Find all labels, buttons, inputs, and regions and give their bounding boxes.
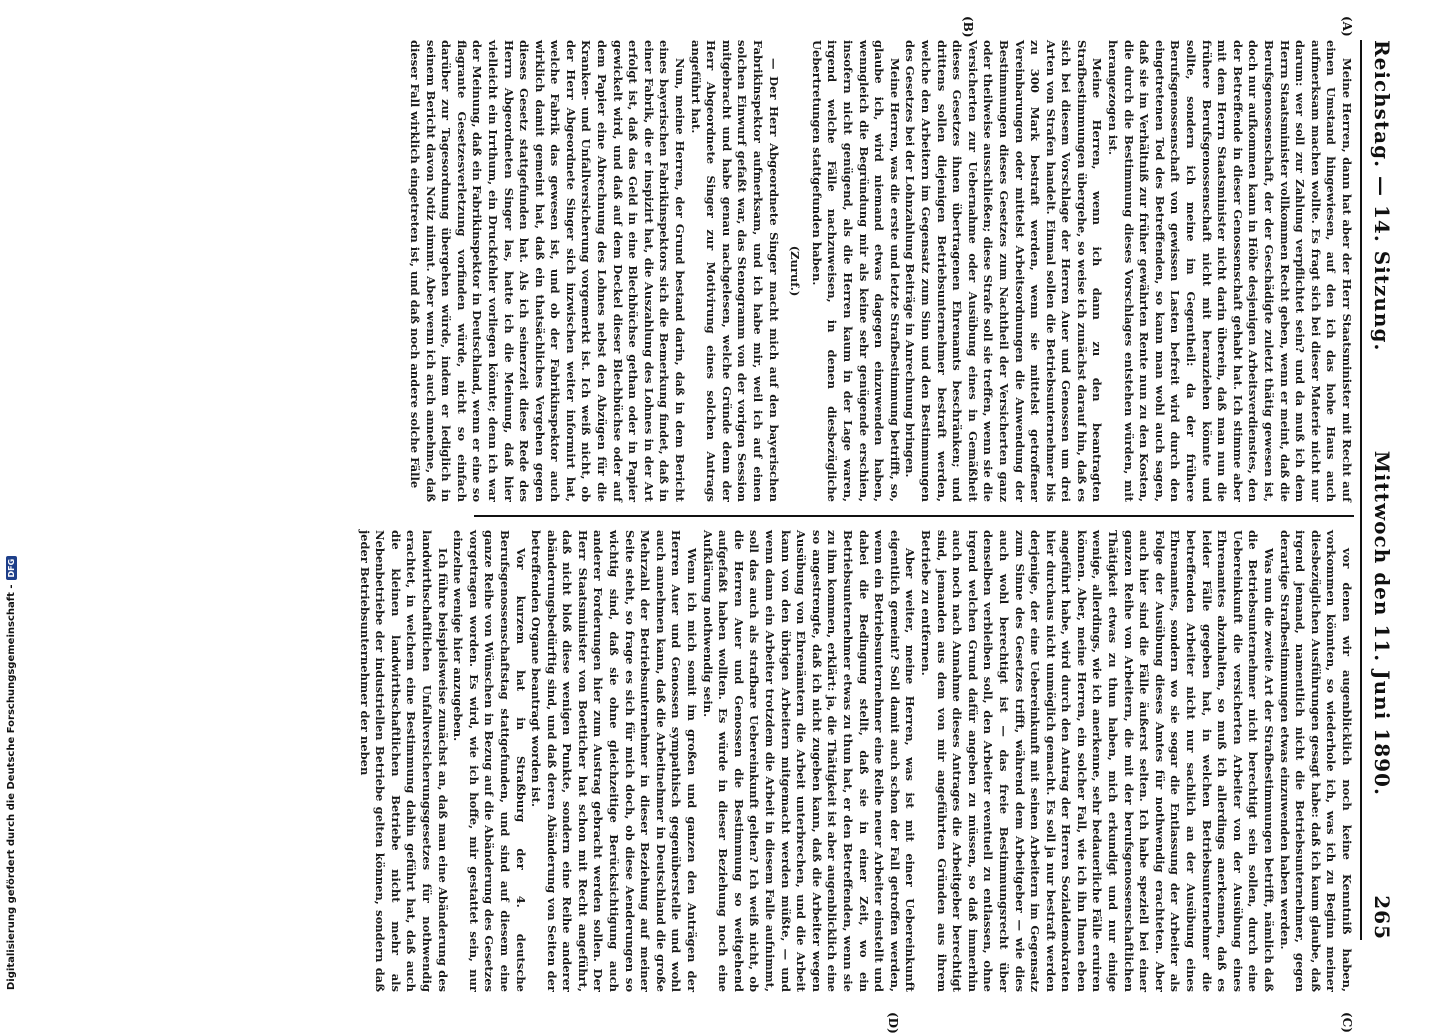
paragraph: Meine Herren, wenn ich dann zu den beantragten Strafbestimmungen übergehe, so weise ich zunächst darauf hin, daß es sich bei diesem Vorschlage der Herren Auer und Genossen um drei Arten von Strafen handelt. Einmal sollen die Betriebsunternehmer bis zu 300 Mark bestraft werden, wenn sie mittelst getroffener Vereinbarungen oder mittelst Arbeitsordnungen die Anwendung der Bestimmungen dieses Gesetzes zum Nachtheil der Versicherten ganz oder theilweise ausschließen; diese Strafe soll sie treffen, wenn sie die Versicherten zur Uebernahme oder Ausübung eines in Gemäßheit dieses Gesetzes ihnen übertragenen Ehrenamts beschränken; und drittens sollen diejenigen Betriebsunternehmer bestraft werden, welche den Arbeitern im Gegensatz zum Sinn und den Bestimmungen des Gesetzes bei der Lohnzahlung Beiträge in Anrechnung bringen. <box>903 40 1105 502</box>
column-divider <box>474 515 1354 517</box>
paragraph: Ich führe beispielsweise zunächst an, daß man eine Abänderung des landwirthschaftlichen Unfallversicherungsgesetzes für nothwendig erachtet, in welchem eine Bestimmung dahin geführt hat, daß auch die kleinen landwirthschaftlichen Betriebe nicht mehr als Nebenbetriebe der industriellen Betriebe gelten können, sondern daß jeder Betriebsunternehmer der neben <box>357 530 450 992</box>
footer-credit: Digitalisierung gefördert durch die Deutsche Forschungsgemeinschaft - <box>6 584 17 990</box>
interjection: (Zuruf.) <box>788 245 803 297</box>
paragraph: Aber weiter, meine Herren, was ist mit einer Uebereinkunft eigentlich gemeint? Soll damit auch schon der Fall getroffen werden, wenn ein Betriebsunternehmer eine Reihe neuer Arbeiter einstellt und dabei die Bedingung stellt, daß sie in einer Zeit, wo ein Betriebsunternehmer etwas zu thun hat, er den Betreffenden, wenn sie zu ihm kommen, erklärt: ja, die Thätigkeit ist aber augenblicklich eine so angestrengte, daß ich nicht zugeben kann, daß die Arbeiter wegen Ausübung von Ehrenämtern die Arbeit unterbrechen, und die Arbeit kann von den übrigen Arbeitern mitgemacht werden müßte, — und wenn dann ein Arbeiter trotzdem die Arbeit in diesem Falle aufnimmt, soll das auch als strafbare Uebereinkunft gelten? Ich weiß nicht, ob die Herren Auer und Genossen die Bestimmung so weitgehend aufgefaßt haben wollten. Es würde in dieser Beziehung noch eine Aufklärung nothwendig sein. <box>700 530 918 992</box>
margin-letter-a: (A) <box>1340 16 1354 37</box>
margin-letter-c: (C) <box>1340 1012 1354 1033</box>
header-date: Mittwoch den 11. Juni 1890. <box>1370 450 1394 796</box>
header-left: Reichstag. — 14. Sitzung. <box>1370 40 1394 352</box>
paragraph: Nun, meine Herren, der Grund bestand darin, daß in dem Bericht eines bayerischen Fabrikinspektors sich die Bemerkung findet, daß in einer Fabrik, die er inspizirt hat, die Auszahlung des Lohnes in der Art erfolgt ist, daß das Geld in eine Blechbüchse gethan oder in Papier gewickelt wird, und daß auf dem Deckel dieser Blechbüchse oder auf dem Papier eine Abrechnung des Lohnes nebst den Abzügen für die Kranken- und Unfallversicherung vorgemerkt ist. Ich weiß nicht, ob der Herr Abgeordnete Singer sich inzwischen weiter informirt hat, welche Fabrik das gewesen ist, und ob der Fabrikinspektor auch wirklich damit gemeint hat, daß ein thatsächliches Vergehen gegen dieses Gesetz stattgefunden hat. Als ich seinerzeit diese Rede des Herrn Abgeordneten Singer las, hatte ich die Meinung, daß hier vielleicht ein Irrthum, ein Druckfehler vorliegen könnte; denn ich war der Meinung, daß ein Fabrikinspektor in Deutschland, wenn er eine so flagrante Gesetzesverletzung vorfinden würde, nicht so einfach darüber zur Tagesordnung übergehen würde, indem er lediglich in seinem Bericht davon Notiz nimmt. Aber wenn ich auch annehme, daß dieser Fall wirklich eingetreten ist, und daß noch andere solche Fälle <box>407 40 688 502</box>
page-header <box>1364 40 1400 940</box>
margin-letter-b: (B) <box>961 16 975 38</box>
paragraph: Vor kurzem hat in Straßburg der 4. deutsche Berufsgenossenschaftstag stattgefunden, und sind auf diesem eine ganze Reihe von Wünschen in Bezug auf die Abänderung des Gesetzes vorgetragen worden. Es wird, wie ich hoffe, mir gestattet sein, nur einzelne wenige hier anzugeben. <box>451 530 528 992</box>
paragraph: Meine Herren, was die erste und letzte Strafbestimmung betrifft, so, glaube ich, wird niemand etwas dagegen einzuwenden haben, wenngleich die Begründung mir als keine sehr genügende erschien, insofern nicht genügend, als die Herren kaum in der Lage waren, irgend welche Fälle nachzuweisen, in denen diesbezügliche Uebertretungen stattgefunden haben. <box>809 40 902 502</box>
left-column <box>407 40 1354 502</box>
dfg-logo: DFG <box>6 556 17 581</box>
paragraph: vor denen wir augenblicklich noch keine Kenntniß haben, vorkommen könnten, so wiederhole ich, was ich zu Beginn meiner diesbezüglichen Ausführungen gesagt habe: daß ich kaum glaube, daß irgend jemand, namentlich nicht die Betriebsunternehmer, gegen derartige Strafbestimmungen etwas einzuwenden haben werden. <box>1277 530 1354 992</box>
paragraph: — Der Herr Abgeordnete Singer macht mich auf den bayerischen Fabrikinspektor aufmerksam, und ich habe mir, weil ich auf einen solchen Einwurf gefaßt war, das Stenogramm von der vorigen Session mitgebracht und habe genau nachgelesen, welche Gründe denn der Herr Abgeordnete Singer zur Motivirung eines solchen Antrags angeführt hat. <box>688 40 781 502</box>
footer <box>6 558 22 990</box>
margin-letter-d: (D) <box>886 1012 900 1034</box>
right-column <box>357 530 1354 992</box>
footer-text-row <box>6 558 17 990</box>
paragraph: Wenn ich mich somit im großen und ganzen den Anträgen der Herren Auer und Genossen sympathisch gegenüberstelle und wohl auch annehmen kann, daß die Arbeitnehmer in Deutschland die große Mehrzahl der Betriebsunternehmer in dieser Beziehung auf meiner Seite steht, so frage es sich für mich doch, ob diese Aenderungen so wichtig sind, daß sie ohne gleichzeitige Berücksichtigung auch anderer Forderungen hier zum Austrag gebracht werden sollen. Der Herr Staatsminister von Boetticher hat schon mit Recht angeführt, daß nicht bloß diese wenigen Punkte, sondern eine Reihe anderer abänderungsbedürftig sind, und daß deren Abänderung von Seiten der betreffenden Organe beantragt worden ist. <box>529 530 700 992</box>
header-rule <box>1360 40 1362 940</box>
rotated-page <box>40 10 1400 1034</box>
paragraph: Was nun die zweite Art der Strafbestimmungen betrifft, nämlich daß die Betriebsunternehmer nicht berechtigt sein sollen, durch eine Uebereinkunft die versicherten Arbeiter von der Ausübung eines Ehrenamtes abzuhalten, so muß ich allerdings anerkennen, daß es leider Fälle gegeben hat, in welchen Betriebsunternehmer die betreffenden Arbeiter nicht nur sachlich an der Ausübung eines Ehrenamtes, sondern wo sie sogar die Entlassung der Arbeiter als Folge der Ausübung dieses Amtes für nothwendig erachteten. Aber auch hier sind die Fälle äußerst selten. Ich habe speziell bei einer ganzen Reihe von Arbeitern, die mit der berufsgenossenschaftlichen Thätigkeit etwas zu thun haben, mich erkundigt und nur einige wenige, allerdings, wie ich anerkenne, sehr bedauerliche Fälle eruiren können. Aber, meine Herren, ein solcher Fall, wie ich ihn Ihnen eben angeführt habe, wird durch den Antrag der Herren Sozialdemokraten hier durchaus nicht unmöglich gemacht. Es soll ja nur bestraft werden derjenige, der eine Uebereinkunft mit seinen Arbeitern im Gegensatz zum Sinne des Gesetzes trifft, während dem Arbeitgeber — wie dies auch wohl berechtigt ist — das freie Bestimmungsrecht über denselben verbleiben soll, den Arbeiter eventuell zu entlassen, ohne irgend welchen Grund dafür angeben zu müssen, so daß immerhin auch noch nach Annahme dieses Antrages die Arbeitgeber berechtigt sind, jemanden aus dem von mir angeführten Gründen aus ihrem Betriebe zu entfernen. <box>918 530 1277 992</box>
page-number: 265 <box>1370 895 1394 940</box>
paragraph: Meine Herren, dann hat aber der Herr Staatsminister mit Recht auf einen Umstand hingewiesen, auf den ich das hohe Haus auch aufmerksam machen wollte. Es fragt sich bei dieser Materie nicht nur darum: wer soll zur Zahlung verpflichtet sein? und da muß ich dem Herrn Staatsminister vollkommen Recht geben, wenn er meint, daß die Berufsgenossenschaft, der der Geschädigte zuletzt thätig gewesen ist, doch nur aufkommen kann in Höhe desjenigen Arbeitsverdienstes, den der Betreffende in dieser Genossenschaft gehabt hat. Ich stimme aber mit dem Herrn Staatsminister nicht darin überein, daß man nun die frühere Berufsgenossenschaft nicht mit heranziehen könnte und sollte, sondern ich meine im Gegentheil: da der frühere Berufsgenossenschaft von gewissen Lasten befreit wird durch den eingetretenen Tod des Betreffenden, so kann man wohl auch sagen, daß sie im Verhältniß zur früher gewährten Rente nun zu den Kosten, die durch die Bestimmung dieses Vorschlages entstehen würden, mit herangezogen ist. <box>1106 40 1354 502</box>
